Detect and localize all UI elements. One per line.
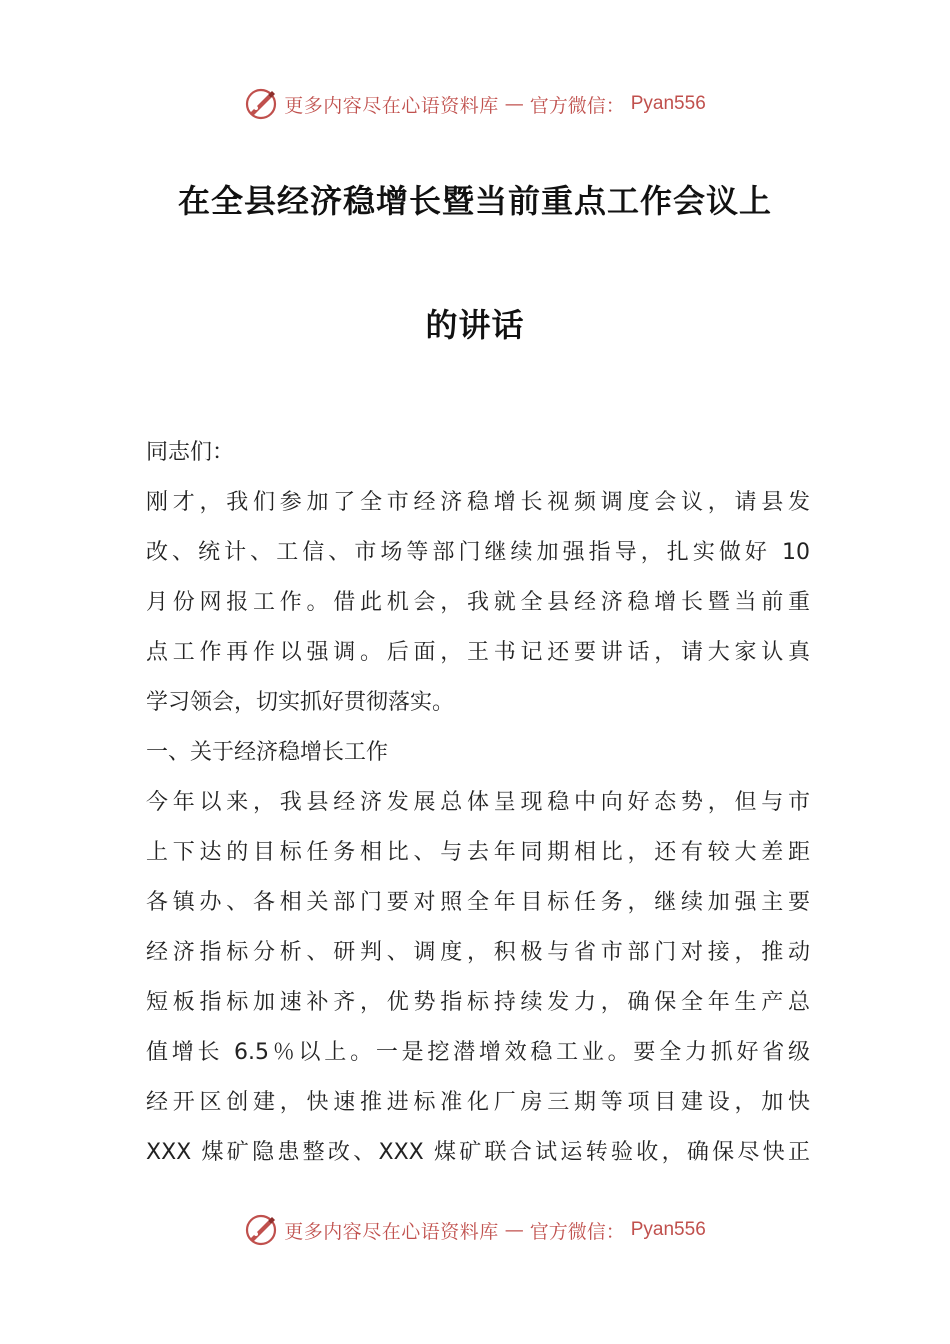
pen-logo-icon [244, 1213, 278, 1247]
header-watermark [0, 84, 950, 124]
watermark-wechat-id: Pyan556 [630, 93, 706, 114]
paragraph-line: XXX 煤矿隐患整改、XXX 煤矿联合试运转验收，确保尽快正 [146, 1140, 810, 1165]
paragraph-line: 学习领会，切实抓好贯彻落实。 [146, 690, 455, 715]
document-body [146, 428, 810, 1178]
paragraph-line: 月份网报工作。借此机会，我就全县经济稳增长暨当前重 [146, 590, 810, 615]
paragraph-line: 各镇办、各相关部门要对照全年目标任务，继续加强主要 [146, 890, 810, 915]
paragraph-1 [146, 478, 810, 728]
paragraph-line: 今年以来，我县经济发展总体呈现稳中向好态势，但与市 [146, 790, 810, 815]
watermark-site-text: 更多内容尽在心语资料库 [284, 94, 499, 117]
section-heading-1: 一、关于经济稳增长工作 [146, 740, 389, 765]
watermark-dash: — [504, 93, 524, 115]
watermark-site-text: 更多内容尽在心语资料库 [284, 1220, 499, 1243]
paragraph-line: 改、统计、工信、市场等部门继续加强指导，扎实做好 10 [146, 540, 810, 565]
paragraph-line: 经济指标分析、研判、调度，积极与省市部门对接，推动 [146, 940, 810, 965]
document-title-line-2: 的讲话 [425, 306, 525, 344]
footer-watermark [0, 1210, 950, 1250]
paragraph-line: 点工作再作以强调。后面，王书记还要讲话，请大家认真 [146, 640, 810, 665]
paragraph-line: 上下达的目标任务相比、与去年同期相比，还有较大差距 [146, 840, 810, 865]
watermark-dash: — [504, 1219, 524, 1241]
watermark-wechat-label: 官方微信： [529, 1220, 625, 1243]
watermark-wechat-id: Pyan556 [630, 1219, 706, 1240]
paragraph-line: 经开区创建，快速推进标准化厂房三期等项目建设，加快 [146, 1090, 810, 1115]
paragraph-line: 刚才，我们参加了全市经济稳增长视频调度会议，请县发 [146, 490, 810, 515]
pen-logo-icon [244, 87, 278, 121]
greeting: 同志们： [146, 440, 235, 465]
paragraph-2 [146, 778, 810, 1178]
paragraph-line: 短板指标加速补齐，优势指标持续发力，确保全年生产总 [146, 990, 810, 1015]
watermark-wechat-label: 官方微信： [529, 94, 625, 117]
document-title-line-1: 在全县经济稳增长暨当前重点工作会议上 [177, 182, 772, 220]
paragraph-line: 值增长 6.5％以上。一是挖潜增效稳工业。要全力抓好省级 [146, 1040, 810, 1065]
